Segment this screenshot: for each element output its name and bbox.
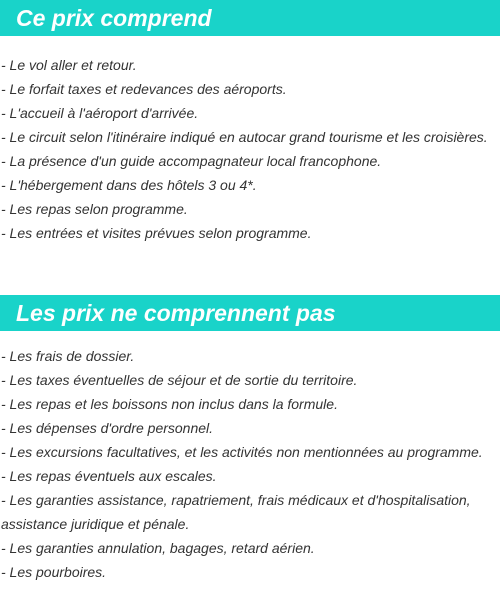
included-item: - Le vol aller et retour. xyxy=(1,57,137,73)
included-item: - Le circuit selon l'itinéraire indiqué en autocar grand tourisme et les croisières. xyxy=(1,129,488,145)
included-section xyxy=(0,0,500,245)
excluded-section xyxy=(0,295,500,584)
included-item: - Le forfait taxes et redevances des aéroports. xyxy=(1,81,287,97)
excluded-item: - Les dépenses d'ordre personnel. xyxy=(1,420,214,436)
excluded-item: - Les excursions facultatives, et les activités non mentionnées au programme. xyxy=(1,444,483,460)
excluded-item: - Les repas et les boissons non inclus dans la formule. xyxy=(1,396,338,412)
excluded-item: - Les garanties annulation, bagages, retard aérien. xyxy=(1,540,315,556)
excluded-item: - Les frais de dossier. xyxy=(1,348,135,364)
excluded-item: - Les pourboires. xyxy=(1,564,107,580)
excluded-item: - Les garanties assistance, rapatriement, frais médicaux et d'hospitalisation, assistance juridique et pénale. xyxy=(1,492,471,532)
included-list xyxy=(0,53,500,245)
included-item: - Les repas selon programme. xyxy=(1,201,188,217)
excluded-item: - Les repas éventuels aux escales. xyxy=(1,468,217,484)
included-item: - L'accueil à l'aéroport d'arrivée. xyxy=(1,105,199,121)
included-section-title: Ce prix comprend xyxy=(0,0,500,36)
included-item: - Les entrées et visites prévues selon programme. xyxy=(1,225,312,241)
excluded-list xyxy=(0,344,500,584)
included-item: - La présence d'un guide accompagnateur local francophone. xyxy=(1,153,382,169)
excluded-section-title: Les prix ne comprennent pas xyxy=(0,295,500,331)
excluded-item: - Les taxes éventuelles de séjour et de sortie du territoire. xyxy=(1,372,358,388)
included-item: - L'hébergement dans des hôtels 3 ou 4*. xyxy=(1,177,257,193)
